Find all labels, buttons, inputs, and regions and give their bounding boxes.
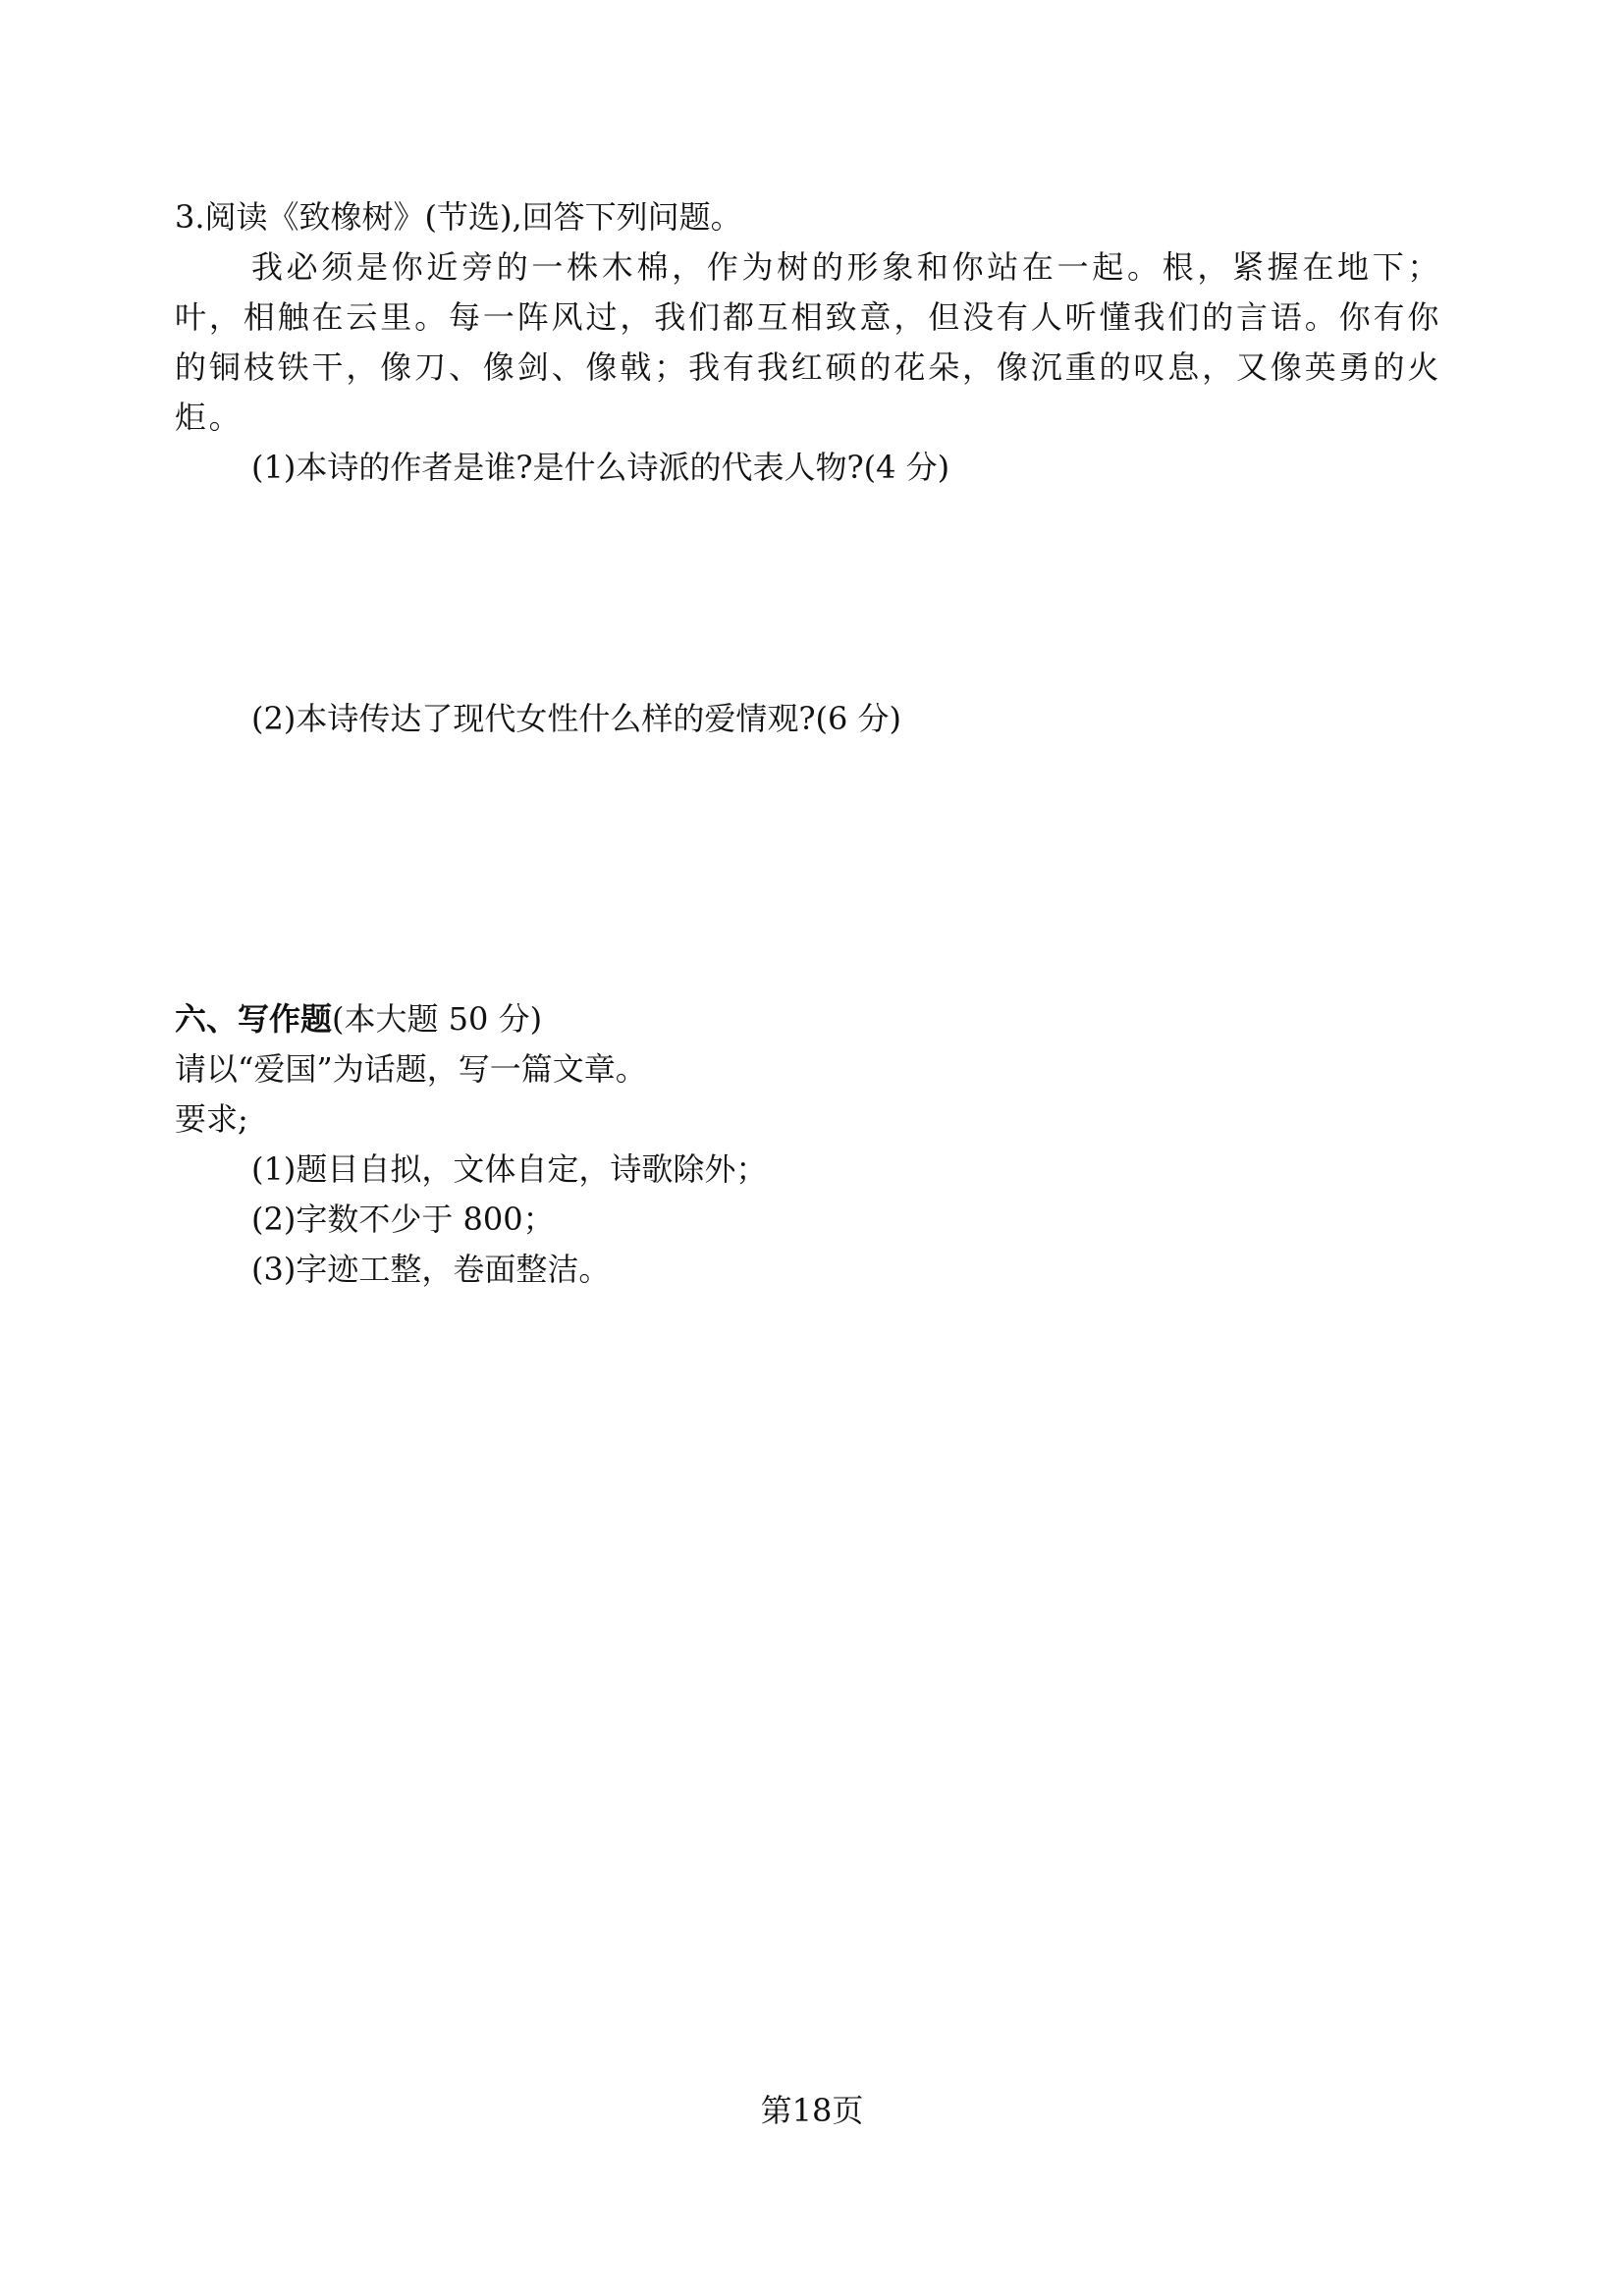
section-6-heading — [175, 994, 1441, 1044]
section-6-points: (本大题 50 分) — [332, 1000, 543, 1038]
poem-excerpt: 我必须是你近旁的一株木棉，作为树的形象和你站在一起。根，紧握在地下；叶，相触在云里。每一阵风过，我们都互相致意，但没有人听懂我们的言语。你有你的铜枝铁干，像刀、像剑、像戟；我有我红硕的花朵，像沉重的叹息，又像英勇的火炬。 — [175, 248, 1441, 436]
requirement-item: (3)字迹工整，卷面整洁。 — [251, 1251, 611, 1288]
page-content — [175, 192, 1441, 1295]
writing-prompt: 请以“爱国”为话题，写一篇文章。 — [175, 1050, 647, 1088]
question-3-heading: 3.阅读《致橡树》(节选),回答下列问题。 — [175, 198, 742, 236]
page-number: 第18页 — [760, 2092, 864, 2129]
requirement-item: (2)字数不少于 800； — [251, 1201, 555, 1238]
question-3-sub-1: (1)本诗的作者是谁?是什么诗派的代表人物?(4 分) — [251, 449, 950, 486]
requirements-label: 要求; — [175, 1100, 248, 1138]
section-6-title: 六、写作题 — [175, 1000, 333, 1038]
requirement-item: (1)题目自拟，文体自定，诗歌除外； — [251, 1150, 768, 1188]
answer-space-1 — [175, 493, 1441, 694]
answer-space-2 — [175, 744, 1441, 994]
question-3-sub-2: (2)本诗传达了现代女性什么样的爱情观?(6 分) — [251, 700, 901, 737]
